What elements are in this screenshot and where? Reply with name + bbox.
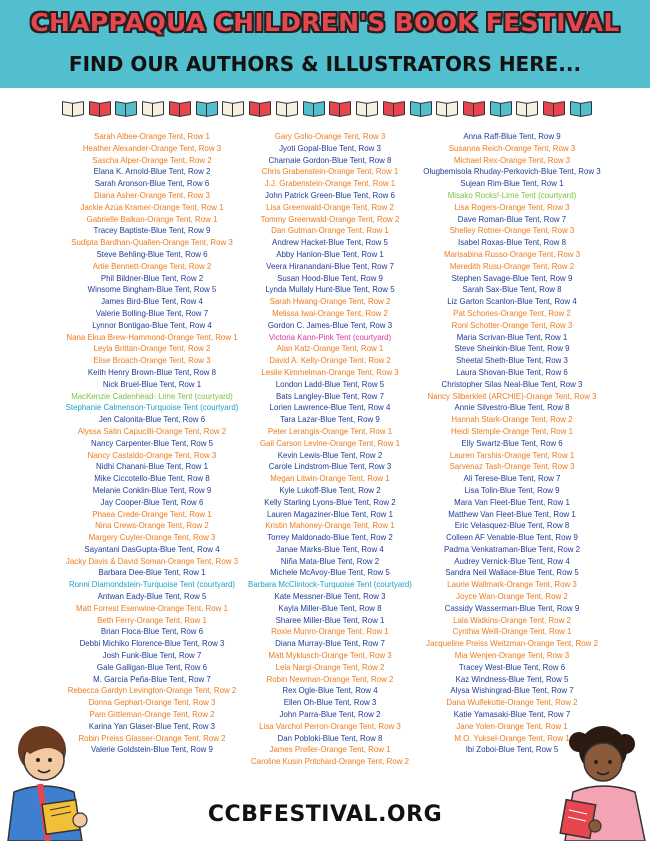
author-entry: Elly Swartz-Blue Tent, Row 6	[461, 437, 563, 448]
author-entry: Carole Lindstrom-Blue Tent, Row 3	[268, 461, 392, 472]
author-entry: Tara Lazar-Blue Tent, Row 9	[280, 414, 380, 425]
author-entry: Charnaie Gordon-Blue Tent, Row 8	[268, 154, 392, 165]
author-entry: John Patrick Green-Blue Tent, Row 6	[265, 189, 395, 200]
author-entry: Heidi Stemple-Orange Tent, Row 1	[450, 425, 574, 436]
author-entry: Winsome Bingham-Blue Tent, Row 5	[87, 284, 217, 295]
author-entry: Susan Hood-Blue Tent, Row 9	[277, 272, 383, 283]
website-url: CCBFESTIVAL.ORG	[207, 802, 443, 827]
author-entry: Abby Hanlon-Blue Tent, Row 1	[276, 248, 384, 259]
author-entry: Torrey Maldonado-Blue Tent, Row 2	[267, 532, 393, 543]
author-entry: Robin Preiss Glasser-Orange Tent, Row 2	[78, 732, 226, 743]
author-entry: Lisa Rogers-Orange Tent, Row 3	[454, 201, 570, 212]
author-entry: Antwan Eady-Blue Tent, Row 5	[97, 591, 207, 602]
author-entry: Nina Crews-Orange Tent, Row 2	[95, 520, 209, 531]
author-entry: Liz Garton Scanlon-Blue Tent, Row 4	[447, 296, 577, 307]
open-book-icon	[89, 102, 111, 116]
author-entry: Lela Nargi-Orange Tent, Row 2	[275, 661, 385, 672]
author-entry: Melissa Iwai-Orange Tent, Row 2	[272, 307, 388, 318]
author-column-3	[420, 131, 604, 756]
author-entry: Jyoti Gopal-Blue Tent, Row 3	[279, 142, 381, 153]
author-entry: Gabrielle Balkan-Orange Tent, Row 1	[86, 213, 218, 224]
author-entry: Janae Marks-Blue Tent, Row 4	[276, 543, 384, 554]
author-entry: Katie Yamasaki-Blue Tent, Row 7	[453, 709, 571, 720]
author-entry: Cassidy Wasserman-Blue Tent, Row 9	[444, 602, 580, 613]
author-entry: Dan Pobloki-Blue Tent, Row 8	[277, 732, 383, 743]
author-entry: Kate Messner-Blue Tent, Row 3	[274, 591, 386, 602]
author-entry: Jane Yolen-Orange Tent, Row 1	[456, 720, 568, 731]
author-entry: Ibi Zoboi-Blue Tent, Row 5	[465, 744, 559, 755]
author-entry: Stephen Savage-Blue Tent, Row 9	[451, 272, 573, 283]
author-entry: J.J. Grabenstein-Orange Tent, Row 1	[264, 178, 396, 189]
author-entry: M.O. Yuksel-Orange Tent, Row 1	[454, 732, 570, 743]
author-entry: Matt Myklusch-Orange Tent, Row 3	[268, 650, 392, 661]
author-entry: Audrey Vernick-Blue Tent, Row 4	[454, 555, 570, 566]
author-entry: Sudipta Bardhan-Quallen-Orange Tent, Row 3	[71, 237, 233, 248]
author-entry: Keith Henry Brown-Blue Tent, Row 8	[87, 366, 217, 377]
author-entry: Olugbemisola Rhuday-Perkovich-Blue Tent, Row 3	[423, 166, 601, 177]
author-entry: Meredith Rusu-Orange Tent, Row 2	[449, 260, 575, 271]
author-entry: Nana Ekua Brew-Hammond-Orange Tent, Row 1	[66, 331, 238, 342]
author-entry: Rebecca Gardyn Levington-Orange Tent, Row 2	[67, 685, 237, 696]
author-entry: Nidhi Chanani-Blue Tent, Row 1	[96, 461, 208, 472]
author-entry: Lauren Magaziner-Blue Tent, Row 1	[266, 508, 393, 519]
author-entry: Tommy Greenwald-Orange Tent, Row 2	[260, 213, 400, 224]
author-entry: Kayla Miller-Blue Tent, Row 8	[278, 602, 382, 613]
author-entry: Sujean Rim-Blue Tent, Row 1	[460, 178, 564, 189]
author-entry: Eric Velasquez-Blue Tent, Row 8	[454, 520, 570, 531]
author-entry: Megan Litwin-Orange Tent, Row 1	[270, 473, 390, 484]
author-entry: Kyle Lukoff-Blue Tent, Row 2	[279, 484, 381, 495]
open-book-icon	[490, 102, 512, 116]
open-book-icon	[196, 102, 218, 116]
author-entry: Peter Lerangis-Orange Tent, Row 1	[267, 425, 393, 436]
open-book-icon	[356, 102, 378, 116]
author-entry: Jacky Davis & David Soman-Orange Tent, Row 3	[65, 555, 239, 566]
author-entry: Matt Forrest Esenwine-Orange Tent, Row 1	[76, 602, 228, 613]
author-entry: M. García Peña-Blue Tent, Row 7	[93, 673, 211, 684]
author-entry: David A. Kelly-Orange Tent, Row 2	[269, 355, 391, 366]
author-entry: Kristin Mahoney-Orange Tent, Row 1	[265, 520, 395, 531]
author-entry: Jacqueline Preiss Weitzman-Orange Tent, Row 2	[426, 638, 598, 649]
author-entry: Barbara Dee-Blue Tent, Row 1	[98, 567, 206, 578]
author-entry: James Bird-Blue Tent, Row 4	[101, 296, 203, 307]
open-book-icon	[543, 102, 565, 116]
author-entry: Sandra Neil Wallace-Blue Tent, Row 5	[445, 567, 579, 578]
author-entry: Christopher Silas Neal-Blue Tent, Row 3	[441, 378, 583, 389]
open-book-icon	[303, 102, 325, 116]
author-entry: Lynda Mullaly Hunt-Blue Tent, Row 5	[265, 284, 395, 295]
author-entry: Margery Cuyler-Orange Tent, Row 3	[88, 532, 216, 543]
author-entry: Laura Shovan-Blue Tent, Row 6	[456, 366, 568, 377]
book-decoration-row	[62, 96, 592, 122]
author-entry: London Ladd-Blue Tent, Row 5	[275, 378, 385, 389]
author-entry: Mia Wenjen-Orange Tent, Row 3	[454, 650, 570, 661]
author-entry: Caroline Kusin Pritchard-Orange Tent, Row 2	[250, 756, 410, 767]
author-entry: Niña Mata-Blue Tent, Row 2	[280, 555, 380, 566]
author-entry: Lorien Lawrence-Blue Tent, Row 4	[269, 402, 391, 413]
author-entry: Tracey Baptiste-Blue Tent, Row 9	[93, 225, 211, 236]
author-entry: Sascha Alper-Orange Tent, Row 2	[92, 154, 212, 165]
author-entry: Hannah Stark-Orange Tent, Row 2	[451, 414, 573, 425]
open-book-icon	[570, 102, 592, 116]
author-entry: Lala Watkins-Orange Tent, Row 2	[453, 614, 571, 625]
author-entry: Michele McAvoy-Blue Tent, Row 5	[270, 567, 390, 578]
author-entry: Valerie Bolling-Blue Tent, Row 7	[95, 307, 209, 318]
author-entry: Karina Yan Glaser-Blue Tent, Row 3	[88, 720, 216, 731]
author-entry: Phil Bildner-Blue Tent, Row 2	[100, 272, 204, 283]
author-entry: Pat Schories-Orange Tent, Row 2	[453, 307, 571, 318]
author-entry: Elise Broach-Orange Tent, Row 3	[93, 355, 211, 366]
author-entry: Gordon C. James-Blue Tent, Row 3	[267, 319, 393, 330]
author-entry: Beth Ferry-Orange Tent, Row 1	[97, 614, 207, 625]
author-entry: Sayantani DasGupta-Blue Tent, Row 4	[84, 543, 220, 554]
author-entry: Pam Gittleman-Orange Tent, Row 2	[89, 709, 215, 720]
author-entry: Roxie Munro-Orange Tent, Row 1	[271, 626, 389, 637]
author-entry: Sarah Aronson-Blue Tent, Row 6	[94, 178, 210, 189]
author-entry: Debbi Michiko Florence-Blue Tent, Row 3	[79, 638, 225, 649]
author-entry: Nancy Carpenter-Blue Tent, Row 5	[90, 437, 214, 448]
author-entry: Laurie Wallmark-Orange Tent, Row 3	[447, 579, 577, 590]
open-book-icon	[249, 102, 271, 116]
author-entry: Lauren Tarshis-Orange Tent, Row 1	[449, 449, 575, 460]
open-book-icon	[463, 102, 485, 116]
author-entry: Mike Ciccotello-Blue Tent, Row 8	[94, 473, 210, 484]
author-column-1	[65, 131, 240, 756]
author-entry: Ali Terese-Blue Tent, Row 7	[463, 473, 561, 484]
open-book-icon	[62, 102, 84, 116]
author-entry: Roni Schotter-Orange Tent, Row 3	[451, 319, 573, 330]
author-entry: Michael Rex-Orange Tent, Row 3	[453, 154, 571, 165]
open-book-icon	[115, 102, 137, 116]
author-entry: Susanna Reich-Orange Tent, Row 3	[448, 142, 576, 153]
author-entry: Nancy Silberkleit (ARCHIE)-Orange Tent, Row 3	[427, 390, 597, 401]
author-entry: Sharee Miller-Blue Tent, Row 1	[275, 614, 385, 625]
author-entry: Victoria Kann-Pink Tent (courtyard)	[268, 331, 392, 342]
author-entry: Dave Roman-Blue Tent, Row 7	[457, 213, 567, 224]
author-entry: Gail Carson Levine-Orange Tent, Row 1	[259, 437, 401, 448]
author-entry: Veera Hiranandani-Blue Tent, Row 7	[266, 260, 394, 271]
author-entry: Marisabina Russo-Orange Tent, Row 3	[443, 248, 581, 259]
author-entry: Donna Gephart-Orange Tent, Row 3	[88, 697, 216, 708]
author-entry: Matthew Van Fleet-Blue Tent, Row 1	[448, 508, 576, 519]
author-entry: Chris Grabenstein-Orange Tent, Row 1	[261, 166, 399, 177]
author-entry: Lynnor Bontigao-Blue Tent, Row 4	[92, 319, 212, 330]
author-entry: Kevin Lewis-Blue Tent, Row 2	[277, 449, 383, 460]
open-book-icon	[410, 102, 432, 116]
author-entry: Stephanie Calmenson-Turquoise Tent (courtyard)	[65, 402, 239, 413]
author-entry: Sheetal Sheth-Blue Tent, Row 3	[456, 355, 568, 366]
open-book-icon	[276, 102, 298, 116]
author-entry: Gale Galligan-Blue Tent, Row 6	[96, 661, 208, 672]
author-entry: Jackie Azúa Kramer-Orange Tent, Row 1	[80, 201, 224, 212]
author-entry: Kaz Windness-Blue Tent, Row 5	[455, 673, 569, 684]
author-entry: Anna Raff-Blue Tent, Row 9	[463, 131, 561, 141]
author-entry: Padma Venkatraman-Blue Tent, Row 2	[443, 543, 581, 554]
author-entry: James Preller-Orange Tent, Row 1	[269, 744, 391, 755]
author-entry: Steve Behling-Blue Tent, Row 6	[96, 248, 208, 259]
author-entry: Brian Floca-Blue Tent, Row 6	[100, 626, 204, 637]
author-entry: Elana K. Arnold-Blue Tent, Row 2	[93, 166, 211, 177]
festival-subtitle: FIND OUR AUTHORS & ILLUSTRATORS HERE...	[68, 52, 582, 76]
header-banner	[0, 0, 650, 88]
author-entry: Leslie Kimmelman-Orange Tent, Row 3	[261, 366, 399, 377]
author-entry: Ronni Diamondstein-Turquoise Tent (courtyard)	[68, 579, 236, 590]
author-entry: Valerie Goldstein-Blue Tent, Row 9	[91, 744, 213, 755]
author-entry: MacKenzie Cadenhead- Lime Tent (courtyard)	[71, 390, 233, 401]
author-entry: Heather Alexander-Orange Tent, Row 3	[82, 142, 222, 153]
author-entry: John Parra-Blue Tent, Row 2	[279, 709, 381, 720]
author-entry: Andrew Hacket-Blue Tent, Row 5	[272, 237, 388, 248]
open-book-icon	[383, 102, 405, 116]
author-entry: Isabel Roxas-Blue Tent, Row 8	[458, 237, 566, 248]
author-entry: Alyssa Satin Capucilli-Orange Tent, Row 2	[77, 425, 227, 436]
open-book-icon	[169, 102, 191, 116]
author-entry: Sarah Albee-Orange Tent, Row 1	[94, 131, 210, 141]
open-book-icon	[329, 102, 351, 116]
author-entry: Leyla Brittan-Orange Tent, Row 2	[93, 343, 211, 354]
author-entry: Bats Langley-Blue Tent, Row 7	[276, 390, 384, 401]
author-entry: Maria Scrivan-Blue Tent, Row 1	[456, 331, 568, 342]
author-entry: Phaea Crede-Orange Tent, Row 1	[92, 508, 212, 519]
author-entry: Ellen Oh-Blue Tent, Row 3	[283, 697, 377, 708]
author-entry: Sarah Hwang-Orange Tent, Row 2	[269, 296, 391, 307]
author-entry: Lisa Greenwald-Orange Tent, Row 2	[266, 201, 394, 212]
author-column-2	[238, 131, 422, 768]
author-entry: Misako Rocks!-Lime Tent (courtyard)	[447, 189, 577, 200]
author-entry: Steve Sheinkin-Blue Tent, Row 9	[454, 343, 570, 354]
author-entry: Diana Murray-Blue Tent, Row 7	[275, 638, 385, 649]
author-entry: Sarvenaz Tash-Orange Tent, Row 3	[449, 461, 575, 472]
open-book-icon	[516, 102, 538, 116]
author-entry: Annie Silvestro-Blue Tent, Row 8	[454, 402, 570, 413]
author-entry: Lisa Varchol Perron-Orange Tent, Row 3	[259, 720, 401, 731]
author-entry: Alan Katz-Orange Tent, Row 1	[276, 343, 384, 354]
author-entry: Josh Funk-Blue Tent, Row 7	[102, 650, 202, 661]
festival-title: CHAPPAQUA CHILDREN'S BOOK FESTIVAL	[30, 8, 620, 37]
author-entry: Nick Bruel-Blue Tent, Row 1	[102, 378, 202, 389]
author-entry: Kelly Starling Lyons-Blue Tent, Row 2	[264, 496, 396, 507]
author-entry: Gary Golio-Orange Tent, Row 3	[274, 131, 386, 141]
author-entry: Rex Ogle-Blue Tent, Row 4	[282, 685, 378, 696]
author-entry: Jay Cooper-Blue Tent, Row 6	[100, 496, 204, 507]
open-book-icon	[436, 102, 458, 116]
open-book-icon	[142, 102, 164, 116]
author-entry: Dan Gutman-Orange Tent, Row 1	[271, 225, 389, 236]
author-entry: Artie Bennett-Orange Tent, Row 2	[92, 260, 212, 271]
author-entry: Tracey West-Blue Tent, Row 6	[458, 661, 566, 672]
author-entry: Sarah Sax-Blue Tent, Row 8	[462, 284, 562, 295]
author-entry: Nancy Castaldo-Orange Tent, Row 3	[87, 449, 217, 460]
author-entry: Lisa Tolin-Blue Tent, Row 9	[464, 484, 560, 495]
author-entry: Joyce Wan-Orange Tent, Row 2	[456, 591, 568, 602]
open-book-icon	[222, 102, 244, 116]
author-entry: Colleen AF Venable-Blue Tent, Row 9	[446, 532, 578, 543]
author-entry: Barbara McClintock-Turquoise Tent (courtyard)	[248, 579, 412, 590]
author-entry: Jen Calonita-Blue Tent, Row 6	[98, 414, 206, 425]
author-entry: Alysa Wishingrad-Blue Tent, Row 7	[450, 685, 574, 696]
author-entry: Shelley Rotner-Orange Tent, Row 3	[449, 225, 575, 236]
author-entry: Melanie Conklin-Blue Tent, Row 9	[92, 484, 212, 495]
author-entry: Dana Wulfekotte-Orange Tent, Row 2	[446, 697, 578, 708]
author-entry: Diana Asher-Orange Tent, Row 3	[94, 189, 210, 200]
author-entry: Mara Van Fleet-Blue Tent, Row 1	[454, 496, 570, 507]
author-entry: Cynthia Weill-Orange Tent, Row 1	[452, 626, 572, 637]
author-entry: Robin Newman-Orange Tent, Row 2	[266, 673, 394, 684]
